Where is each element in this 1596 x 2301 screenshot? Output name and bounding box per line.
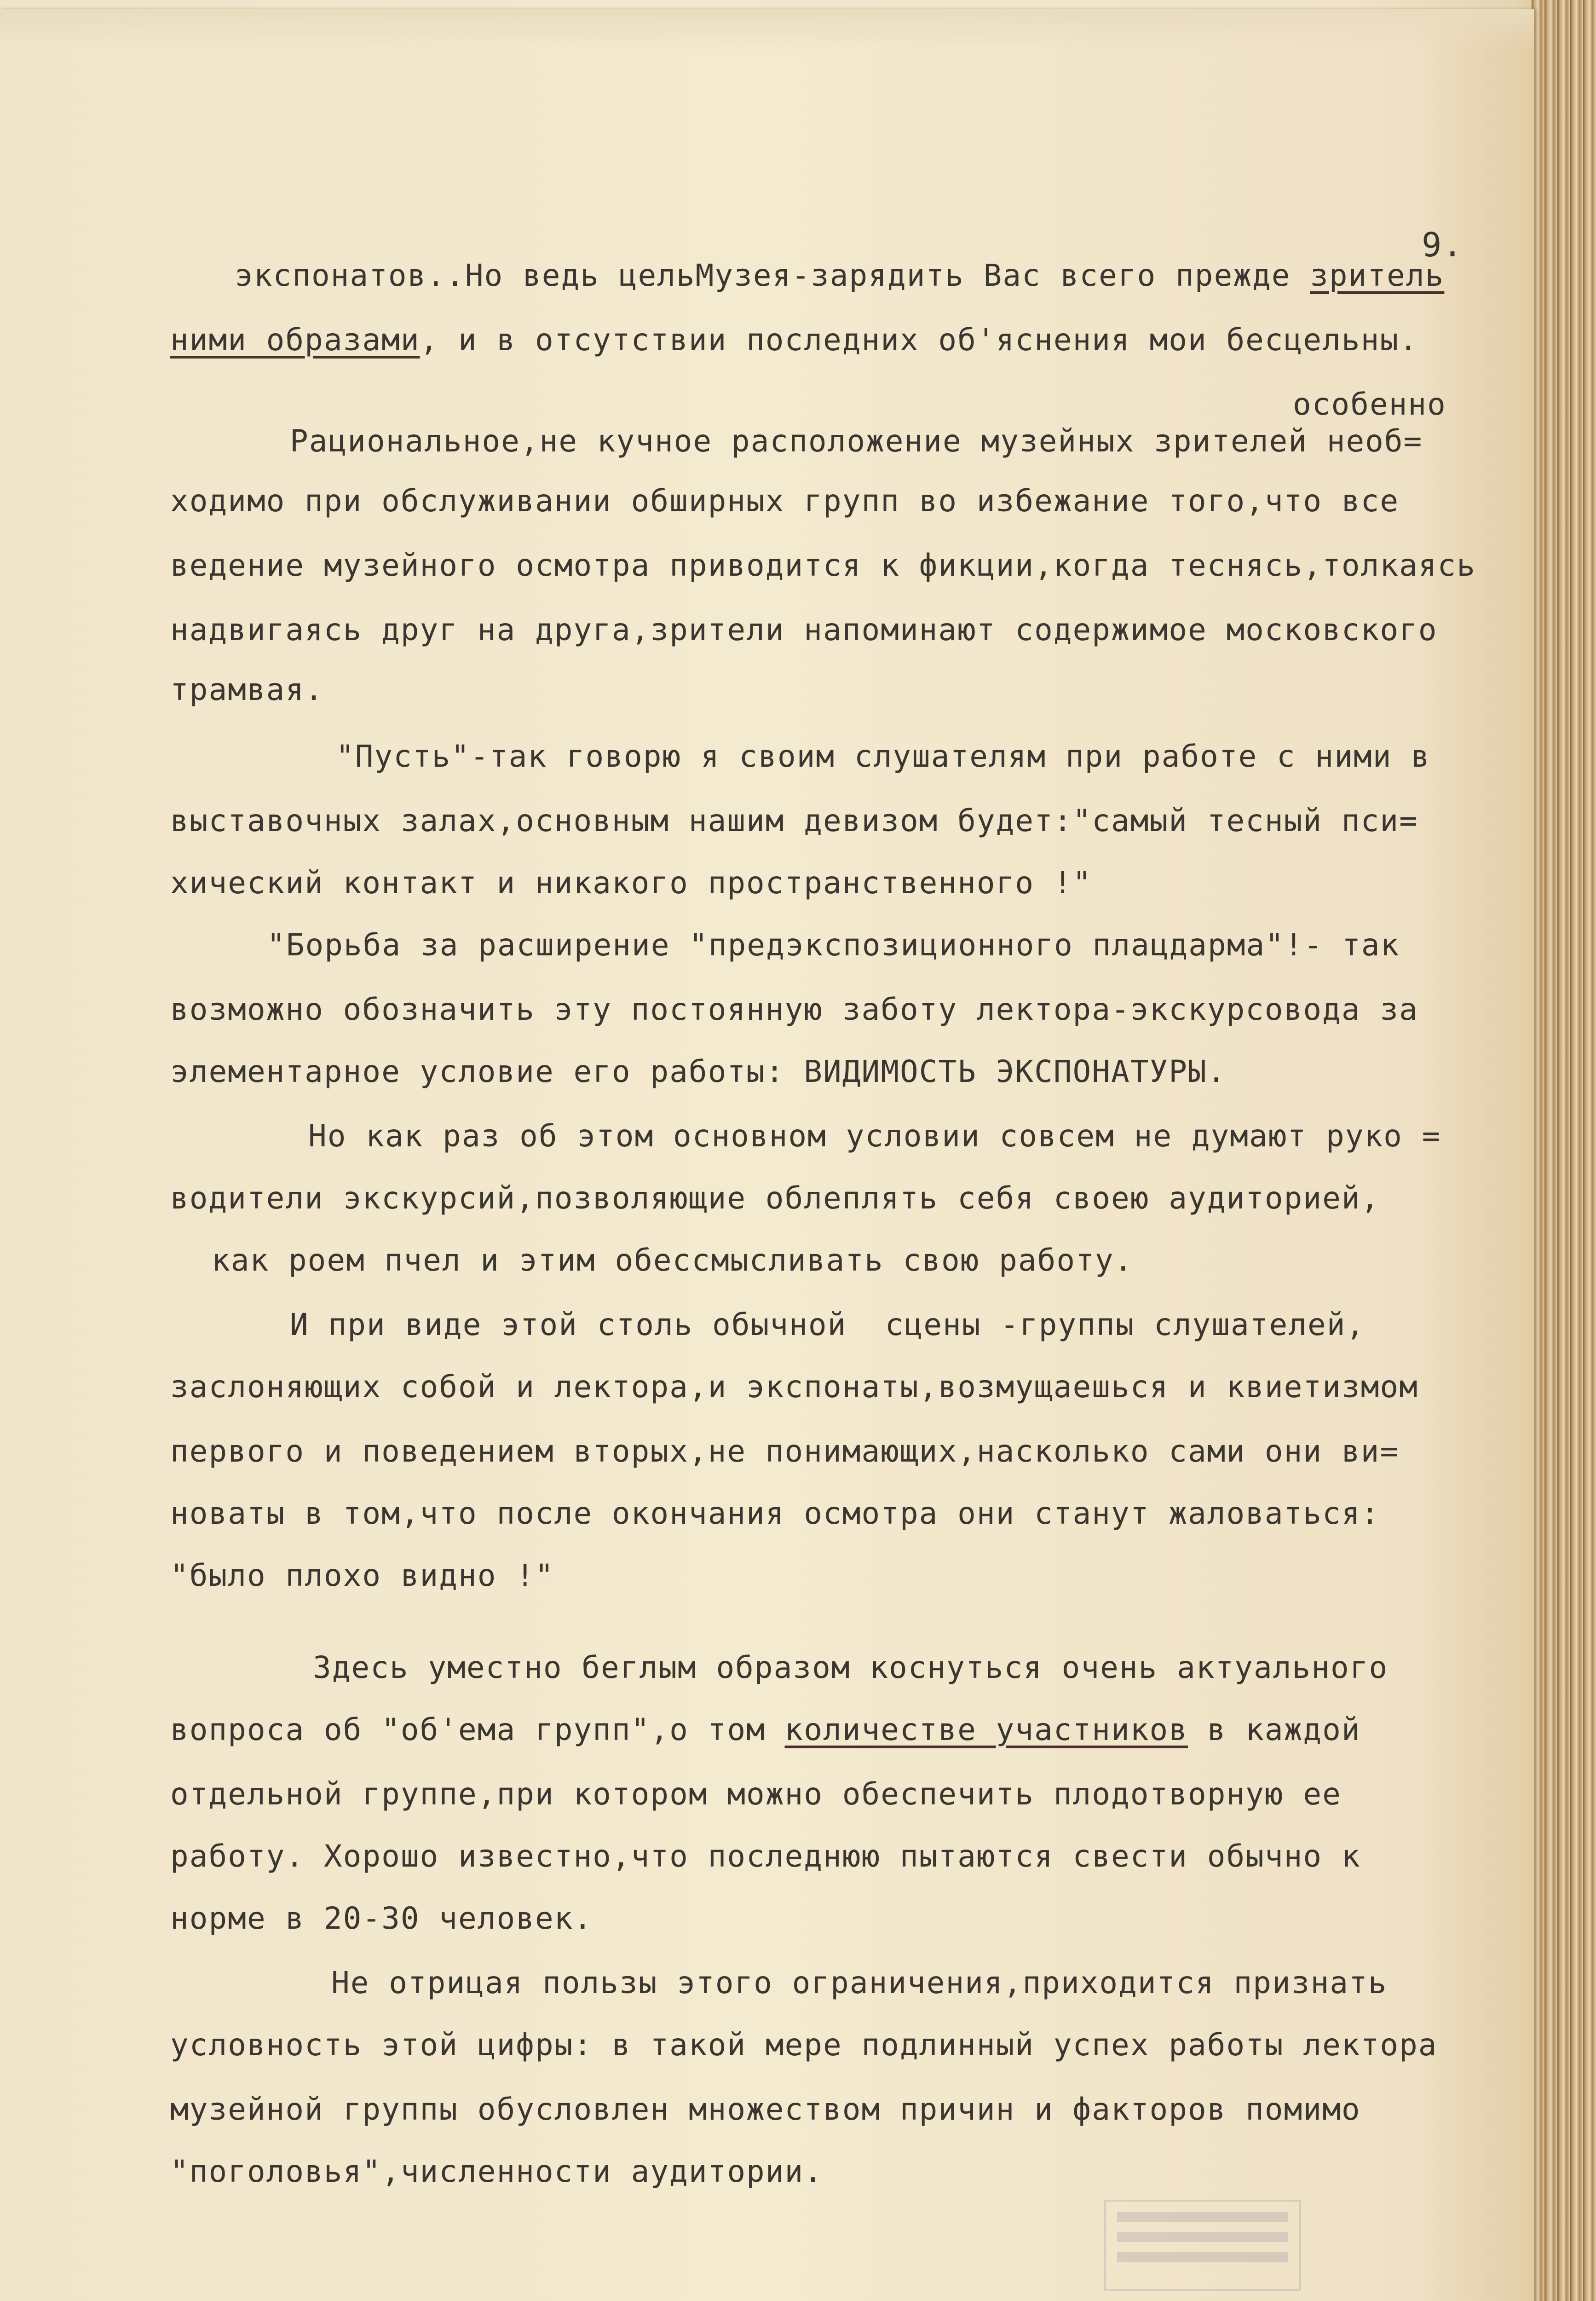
text-segment: работу. Хорошо известно,что последнюю пытаются свести обычно к [170,1838,1361,1874]
document-page [0,9,1534,2301]
text-segment: ходимо при обслуживании обширных групп во избежание того,что все [170,483,1400,519]
text-line [308,1118,1441,1154]
underlined-phrase: зритель [1310,258,1445,293]
text-segment: Здесь уместно беглым образом коснуться очень актуального [313,1650,1389,1685]
text-segment: ведение музейного осмотра приводится к фикции,когда теснясь,толкаясь [170,548,1476,583]
page-number: 9. [1422,225,1463,264]
text-line [170,1369,1418,1405]
text-segment: , и в отсутствии последних об'яснения мои бесцельны. [420,322,1418,358]
text-line [170,672,324,707]
text-segment: заслоняющих собой и лектора,и экспонаты,возмущаешься и квиетизмом [170,1369,1418,1405]
text-segment: вопроса об "об'ема групп",о том [170,1712,785,1747]
text-line [170,1054,1226,1089]
text-line [170,612,1438,648]
text-line [170,992,1418,1027]
text-segment: "было плохо видно !" [170,1558,554,1593]
text-line [170,1180,1380,1216]
text-line [170,483,1399,519]
text-segment: норме в 20-30 человек. [170,1901,593,1936]
text-segment: Но как раз об этом основном условии совсем не думают руко = [308,1118,1441,1154]
text-segment: как роем пчел и этим обессмысливать свою работу. [212,1243,1134,1278]
text-line [170,1558,554,1593]
text-segment: музейной группы обусловлен множеством причин и факторов помимо [170,2092,1361,2127]
text-segment: "поголовья",численности аудитории. [170,2154,824,2189]
text-segment: Не отрицая пользы этого ограничения,приходится признать [331,1965,1388,2000]
text-segment: хический контакт и никакого пространственного !" [170,865,1092,901]
text-line [170,803,1418,838]
text-segment: водители экскурсий,позволяющие облеплять себя своею аудиторией, [170,1180,1380,1216]
text-segment: элементарное условие его работы: ВИДИМОСТЬ ЭКСПОНАТУРЫ. [170,1054,1227,1089]
text-line [170,1496,1380,1531]
text-line [170,1901,593,1936]
text-segment: "Борьба за расширение "предэкспозиционного плацдарма"!- так [267,927,1400,963]
text-line [170,2154,823,2189]
text-segment: условность этой цифры: в такой мере подлинный успех работы лектора [170,2027,1438,2063]
text-line [170,1838,1361,1874]
text-line [290,1307,1365,1342]
underlined-phrase: количестве участников [784,1712,1188,1747]
text-line [313,1650,1388,1685]
text-line [235,258,1444,293]
text-line [336,739,1430,774]
text-line [331,1965,1387,2000]
text-line [170,1776,1342,1812]
text-segment: возможно обозначить эту постоянную заботу лектора-экскурсовода за [170,992,1418,1027]
text-segment: особенно [1293,387,1446,422]
archive-stamp [1104,2200,1301,2291]
text-segment: новаты в том,что после окончания осмотра они станут жаловаться: [170,1496,1380,1531]
text-segment: отдельной группе,при котором можно обеспечить плодотворную ее [170,1776,1342,1812]
text-line [170,1712,1361,1747]
underlined-phrase: ними образами [170,322,420,358]
text-segment: Рациональное,не кучное расположение музейных зрителей необ= [290,423,1423,459]
text-segment: И при виде этой столь обычной сцены -группы слушателей, [290,1307,1366,1342]
text-segment: экспонатов..Но ведь цельМузея-зарядить Вас всего прежде [235,258,1310,293]
text-segment: трамвая. [170,672,324,707]
text-line [170,548,1476,583]
text-segment: "Пусть"-так говорю я своим слушателям при работе с ними в [336,739,1430,774]
text-line [170,322,1418,358]
text-line [1293,387,1446,422]
text-line [170,2027,1438,2063]
text-segment: в каждой [1187,1712,1361,1747]
text-segment: надвигаясь друг на друга,зрители напоминают содержимое московского [170,612,1438,648]
text-segment: первого и поведением вторых,не понимающих,насколько сами они ви= [170,1434,1400,1469]
text-segment: выставочных залах,основным нашим девизом будет:"самый тесный пси= [170,803,1418,838]
text-line [170,1434,1399,1469]
text-line [212,1243,1133,1278]
text-line [267,927,1400,963]
paper-stack-edge [1532,0,1596,2301]
text-line [170,2092,1361,2127]
text-line [290,423,1423,459]
text-line [170,865,1092,901]
